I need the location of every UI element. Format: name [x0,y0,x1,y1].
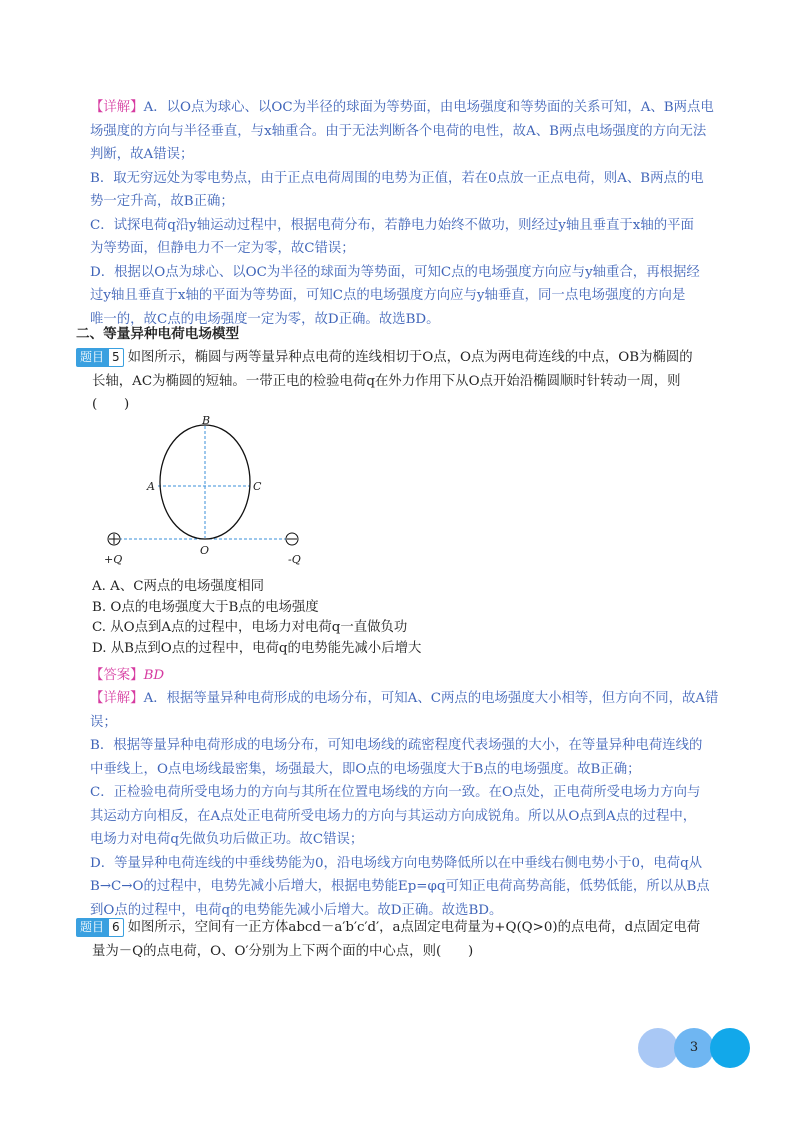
question-line: 如图所示，空间有一正方体abcd－a′b′c′d′，a点固定电荷量为+Q(Q>0)的点电荷，d点固定电荷 [127,920,701,935]
label-minus-q: -Q [288,553,301,566]
detail-line: 其运动方向相反，在A点处正电荷所受电场力的方向与其运动方向成锐角。所以从O点到A点的过程中， [90,808,697,824]
question-line: 如图所示，椭圆与两等量异种点电荷的连线相切于O点，O点为两电荷连线的中点，OB为椭圆的 [127,350,693,365]
detail-block-2 [90,687,730,922]
detail-line: 过y轴且垂直于x轴的平面为等势面，可知C点的电场强度方向应与y轴垂直，同一点电场强度的方向是 [90,288,686,303]
page-number: 3 [689,1040,699,1055]
detail-line: D．等量异种电荷连线的中垂线势能为0，沿电场线方向电势降低所以在中垂线右侧电势小于0，电荷q从 [90,855,703,871]
label-c: C [253,480,262,493]
question-line: 长轴，AC为椭圆的短轴。一带正电的检验电荷q在外力作用下从O点开始沿椭圆顺时针转动一周，则 [92,373,681,389]
ellipse-charges-figure [100,408,330,568]
option-c: C. 从O点到A点的过程中，电场力对电荷q一直做负功 [92,620,408,635]
answer-label: 【答案】 [90,668,144,683]
option-d: D. 从B点到O点的过程中，电荷q的电势能先减小后增大 [92,640,422,656]
detail-line: D．根据以O点为球心、以OC为半径的球面为等势面，可知C点的电场强度方向应与y轴重合，再根据经 [90,264,700,280]
detail-line: 势一定升高，故B正确； [90,194,234,209]
detail-line: A．根据等量异种电荷形成的电场分布，可知A、C两点的电场强度大小相等，但方向不同，故A错 [143,691,719,706]
decor-circle [638,1028,678,1068]
question-5 [76,346,736,417]
label-b: B [202,414,211,427]
detail-line: 中垂线上，O点电场线最密集，场强最大，即O点的电场强度大于B点的电场强度。故B正确； [90,761,641,777]
label-a: A [147,480,155,493]
decor-circle [710,1028,750,1068]
detail-line: B→C→O的过程中，电势先减小后增大，根据电势能Ep=φq可知正电荷高势高能，低势低能，所以从B点 [90,879,710,894]
label-plus-q: +Q [104,553,123,566]
detail-label: 【详解】 [90,100,144,115]
detail-block-1 [90,96,730,331]
detail-line: C．试探电荷q沿y轴运动过程中，根据电荷分布，若静电力始终不做功，则经过y轴且垂直于x轴的平面 [90,217,694,233]
question-6 [76,916,736,963]
question-tag: 题目 5 [76,348,124,367]
detail-label: 【详解】 [90,691,144,706]
detail-line: 唯一的，故C点的电场强度一定为零，故D正确。故选BD。 [90,311,440,327]
detail-line: 电场力对电荷q先做负功后做正功。故C错误； [90,832,364,847]
detail-line: B．根据等量异种电荷形成的电场分布，可知电场线的疏密程度代表场强的大小，在等量异种电荷连线的 [90,738,703,753]
section-heading: 二、等量异种电荷电场模型 [76,326,240,342]
question-line: 量为－Q的点电荷，O、O′分别为上下两个面的中心点，则( ) [92,943,474,959]
page-number-badge [638,1028,750,1068]
option-a: A. A、C两点的电场强度相同 [92,579,265,594]
detail-line: 为等势面，但静电力不一定为零，故C错误； [90,241,355,256]
detail-line: 判断，故A错误； [90,147,194,162]
detail-line: 场强度的方向与半径垂直，与x轴重合。由于无法判断各个电荷的电性，故A、B两点电场强度的方向无法 [90,123,707,139]
detail-line: C．正检验电荷所受电场力的方向与其所在位置电场线的方向一致。在O点处，正电荷所受电场力方向与 [90,785,701,800]
answer-value: BD [143,668,165,683]
option-b: B. O点的电场强度大于B点的电场强度 [92,599,319,615]
question-line: ( ) [92,397,130,412]
label-o: O [200,544,210,557]
question-tag: 题目 6 [76,918,124,937]
detail-line: B．取无穷远处为零电势点，由于正点电荷周围的电势为正值，若在0点放一正点电荷，则A、B两点的电 [90,170,704,186]
options-list [92,577,421,659]
detail-line: A．以O点为球心、以OC为半径的球面为等势面，由电场强度和等势面的关系可知，A、B两点电 [143,100,714,115]
detail-line: 误； [90,714,117,730]
answer [90,664,730,688]
detail-line: 到O点的过程中，电荷q的电势能先减小后增大。故D正确。故选BD。 [90,902,503,918]
